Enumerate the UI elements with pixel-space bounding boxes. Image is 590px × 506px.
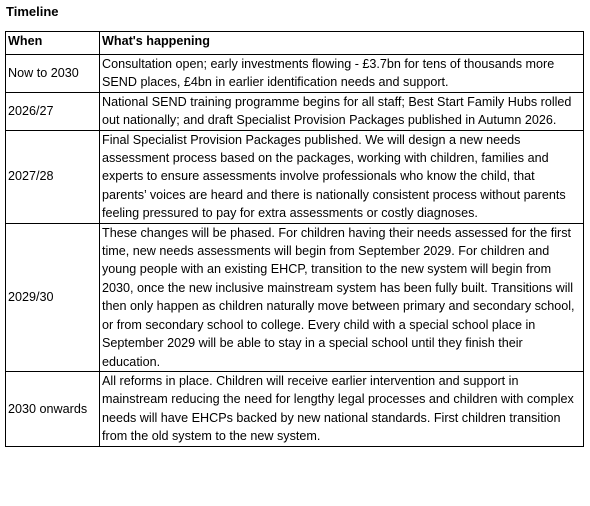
- page-title: Timeline: [6, 4, 59, 19]
- table-row: [6, 371, 584, 446]
- header-when: When: [6, 32, 100, 55]
- row-when-cell: 2030 onwards: [6, 371, 100, 446]
- table-row: [6, 55, 584, 93]
- row-when-cell: 2027/28: [6, 130, 100, 223]
- row-what-cell: Final Specialist Provision Packages published. We will design a new needs assessment process based on the packages, working with children, families and experts to ensure assessments involve professionals who know the child, that parents’ voices are heard and there is nationally consistent process without parents feeling pressured to pay for extra assessments or costly diagnoses.: [100, 130, 584, 223]
- table-row: [6, 223, 584, 371]
- table-header-row: [6, 32, 584, 55]
- row-what-cell: Consultation open; early investments flowing - £3.7bn for tens of thousands more SEND places, £4bn in earlier identification needs and support.: [100, 55, 584, 93]
- table-row: [6, 92, 584, 130]
- table-row: [6, 130, 584, 223]
- header-whats-happening: What's happening: [100, 32, 584, 55]
- row-when-cell: 2026/27: [6, 92, 100, 130]
- row-what-cell: National SEND training programme begins for all staff; Best Start Family Hubs rolled out nationally; and draft Specialist Provision Packages published in Autumn 2026.: [100, 92, 584, 130]
- row-when-cell: 2029/30: [6, 223, 100, 371]
- row-when-cell: Now to 2030: [6, 55, 100, 93]
- row-what-cell: All reforms in place. Children will receive earlier intervention and support in mainstream reducing the need for lengthy legal processes and children with complex needs will have EHCPs backed by new national standards. First children transition from the old system to the new system.: [100, 371, 584, 446]
- timeline-table: [5, 31, 584, 447]
- row-what-cell: These changes will be phased. For children having their needs assessed for the first time, new needs assessments will begin from September 2029. For children and young people with an existing EHCP, transition to the new system will begin from 2030, once the new inclusive mainstream system has been fully built. Transitions will then only happen as children naturally move between primary and secondary school, or from secondary school to college. Every child with a special school place in September 2029 will be able to stay in a special school until they finish their education.: [100, 223, 584, 371]
